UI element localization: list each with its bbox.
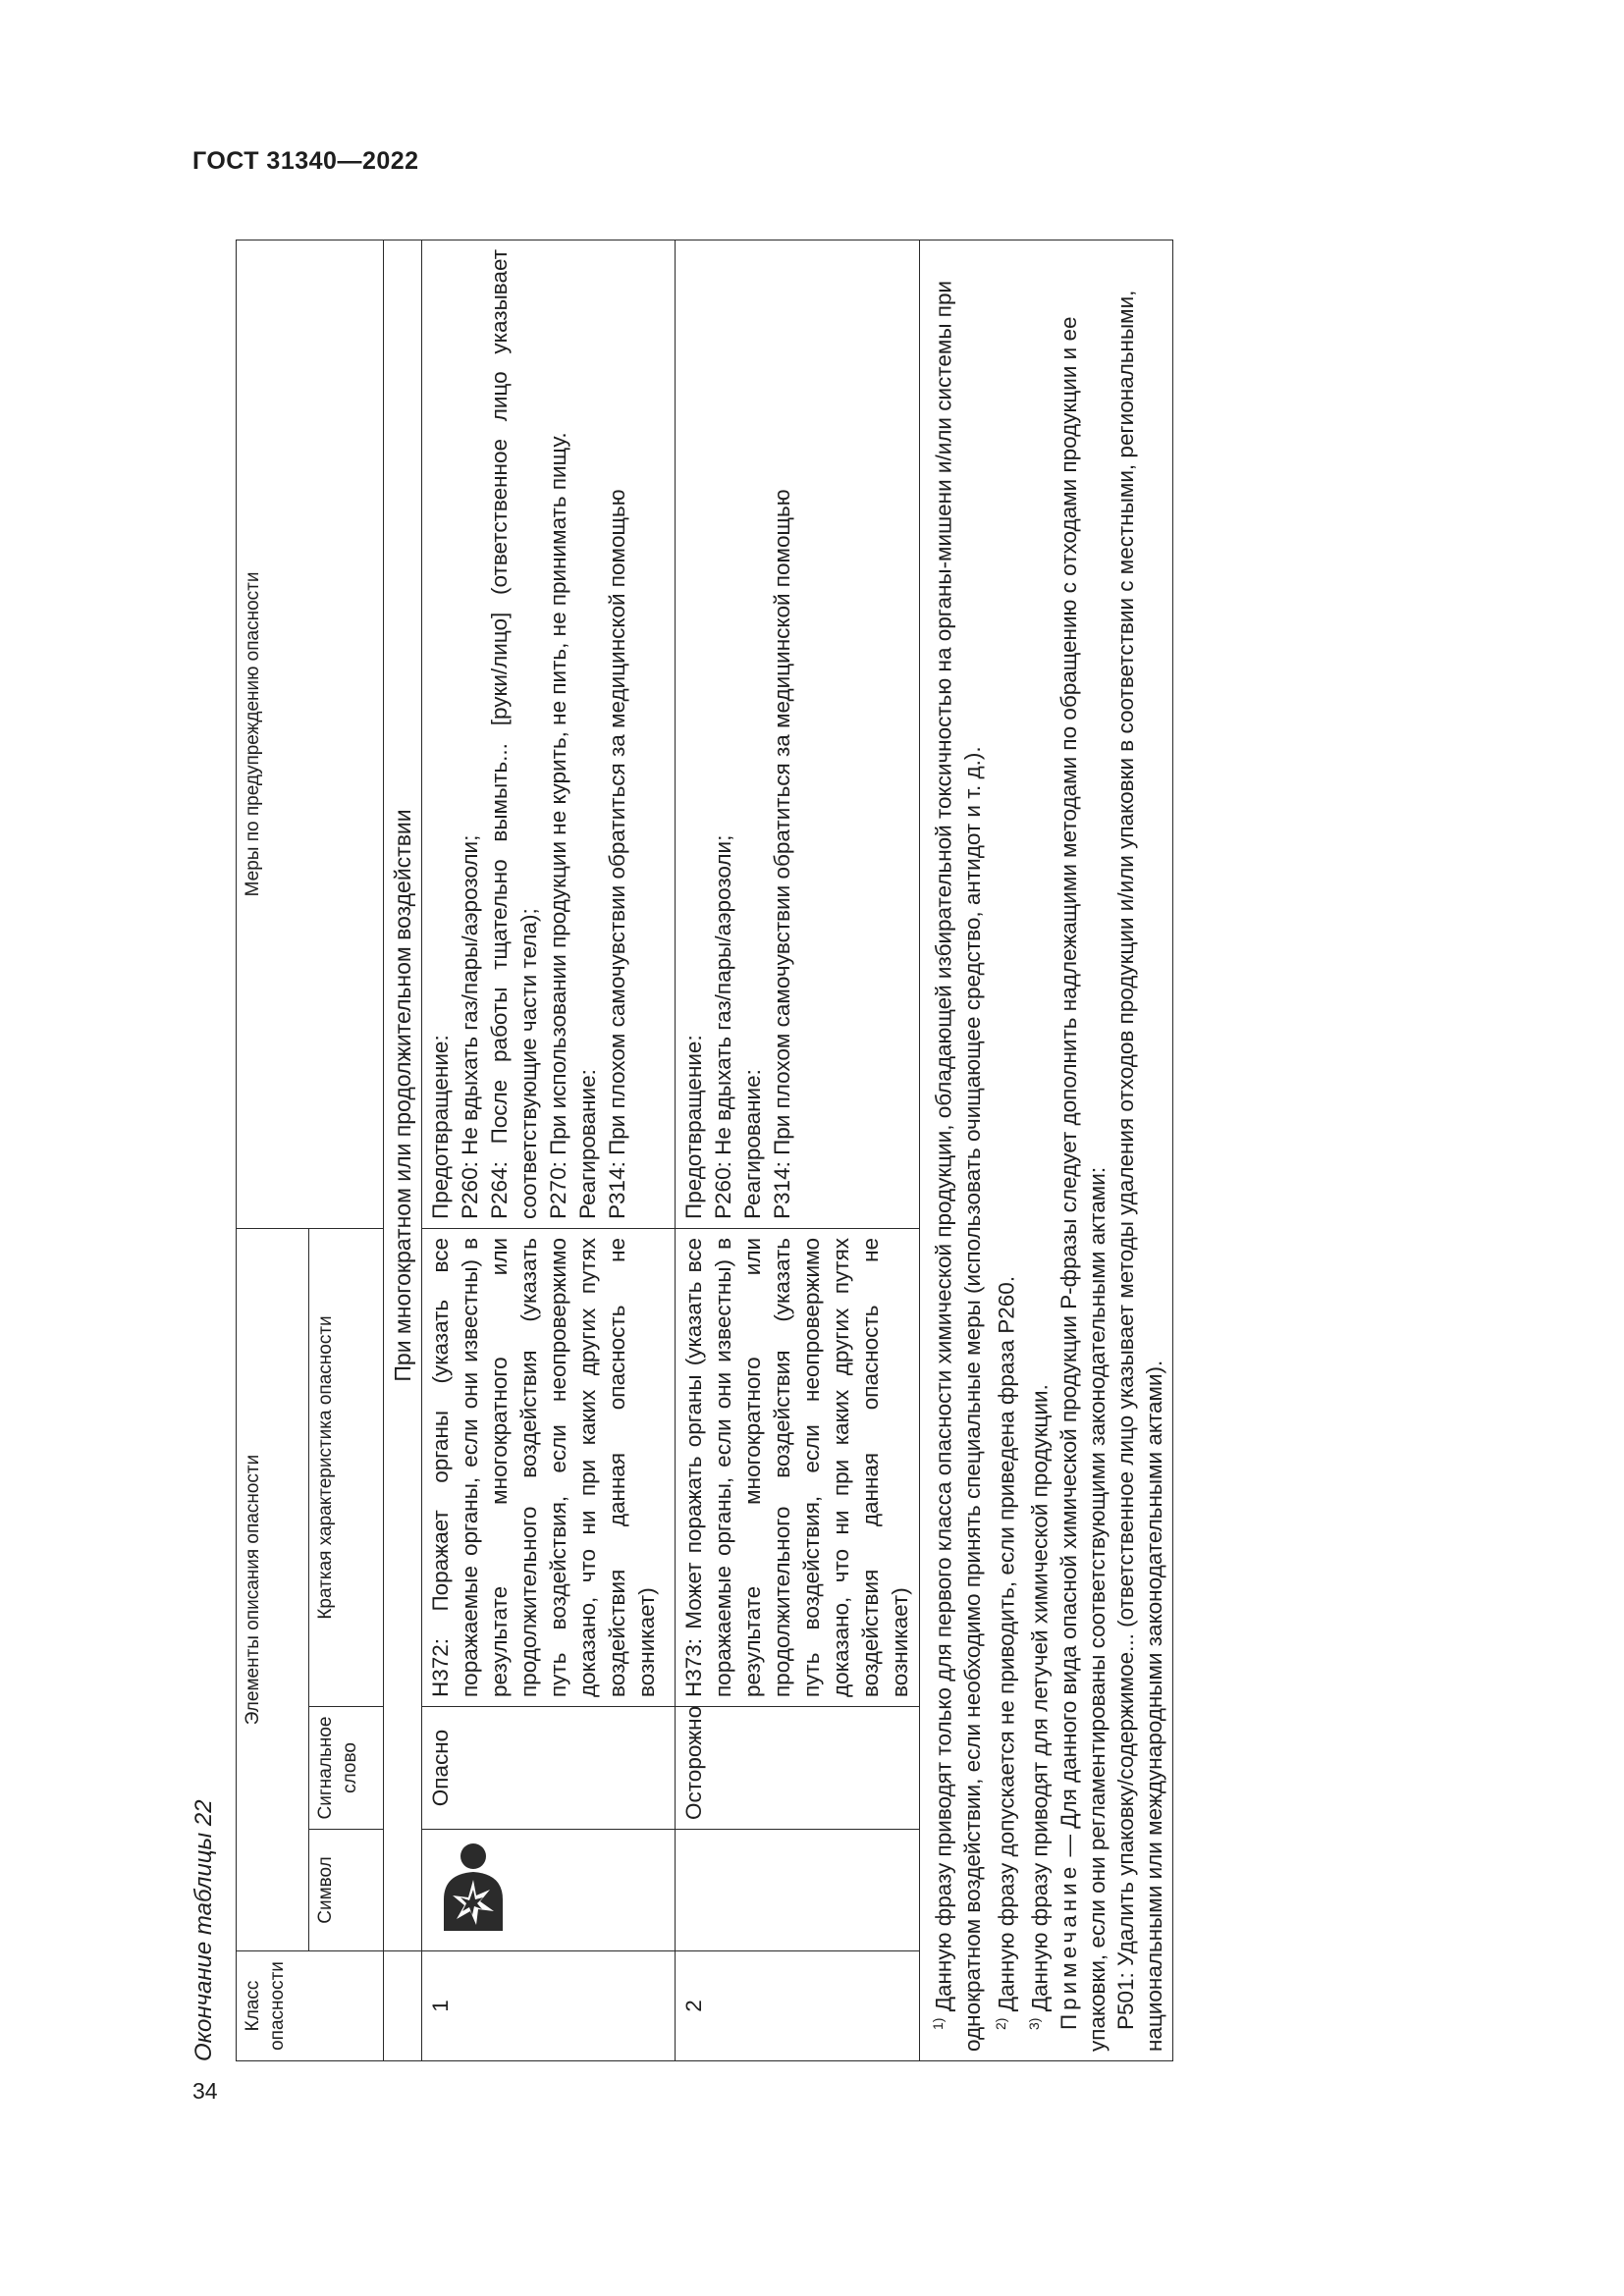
header-precautions: Меры по предупреждению опасности bbox=[237, 240, 384, 1228]
row-precautions bbox=[422, 240, 676, 1228]
footnotes-cell bbox=[920, 240, 1173, 2060]
row-signal-word: Осторожно bbox=[676, 1707, 920, 1830]
table-note bbox=[1055, 249, 1111, 2052]
row-signal-word: Опасно bbox=[422, 1707, 676, 1830]
measure-line: Реагирование: bbox=[740, 1069, 765, 1219]
row-precautions bbox=[676, 240, 920, 1228]
measure-line: P264: После работы тщательно вымыть... [руки/лицо] (ответственное лицо указывает соответствующие части тела); bbox=[487, 248, 541, 1219]
hazard-table bbox=[236, 240, 1173, 2061]
header-hazard-statement: Краткая характеристика опасности bbox=[309, 1228, 384, 1706]
measure-line: P270: При использовании продукции не курить, не пить, не принимать пищу. bbox=[546, 432, 570, 1219]
table-row bbox=[676, 240, 920, 2060]
header-signal-word: Сигнальное слово bbox=[309, 1707, 384, 1830]
health-hazard-icon bbox=[426, 1834, 520, 1942]
measure-line: Предотвращение: bbox=[428, 1035, 453, 1219]
symbol-cell bbox=[422, 1830, 676, 1951]
row-class: 1 bbox=[422, 1951, 676, 2061]
header-hazard-class: Класс опасности bbox=[237, 1951, 384, 2061]
table-caption: Окончание таблицы 22 bbox=[190, 1799, 217, 2061]
footnote: $^{1)}$ Данную фразу приводят только для первого класса опасности химической продукции, обладающей избирательной токсичностью на органы-мишени и/или системы при однократном воздействии, если необходимо принять специальные меры (использовать очищающее средство, антидот и т. д.). bbox=[930, 280, 985, 2052]
measure-line: P260: Не вдыхать газ/пары/аэрозоли; bbox=[711, 834, 735, 1219]
page-number: 34 bbox=[192, 2078, 218, 2104]
table-row bbox=[422, 240, 676, 2060]
footnote: $^{2)}$ Данную фразу допускается не приводить, если приведена фраза P260. bbox=[992, 1275, 1018, 2030]
measure-line: P314: При плохом самочувствии обратиться за медицинской помощью bbox=[605, 489, 629, 1219]
rotated-table-block bbox=[190, 226, 1182, 2061]
row-hazard-statement: H373: Может поражать органы (указать все поражаемые органы, если они известны) в результате многократного или продолжительного воздействия (указать путь воздействия, если неопровержимо доказано, что ни при каких других путях воздействия данная опасность не возникает) bbox=[676, 1228, 920, 1706]
note-label: Примечание bbox=[1056, 1862, 1081, 2030]
section-title: При многократном или продолжительном воздействии bbox=[384, 240, 422, 1950]
header-hazard-elements: Элементы описания опасности bbox=[237, 1228, 309, 1950]
footnote: $^{3)}$ Данную фразу приводят для летучей химической продукции. bbox=[1026, 1384, 1053, 2030]
measure-line: Реагирование: bbox=[575, 1069, 600, 1219]
note-p501: P501: Удалить упаковку/содержимое... (ответственное лицо указывает методы удаления отходов продукции и/или упаковки в соответствии с местными, региональными, национальными или международными законодательными актами). bbox=[1112, 290, 1166, 2052]
row-hazard-statement: H372: Поражает органы (указать все поражаемые органы, если они известны) в результате многократного или продолжительного воздействия (указать путь воздействия, если неопровержимо доказано, что ни при каких других путях воздействия данная опасность не возникает) bbox=[422, 1228, 676, 1706]
row-class: 2 bbox=[676, 1951, 920, 2061]
symbol-cell-empty bbox=[676, 1830, 920, 1951]
header-symbol: Символ bbox=[309, 1830, 384, 1951]
measure-line: P260: Не вдыхать газ/пары/аэрозоли; bbox=[458, 834, 482, 1219]
measure-line: Предотвращение: bbox=[681, 1035, 706, 1219]
measure-line: P314: При плохом самочувствии обратиться за медицинской помощью bbox=[770, 489, 794, 1219]
document-title: ГОСТ 31340—2022 bbox=[192, 147, 419, 175]
footnotes-row bbox=[920, 240, 1173, 2060]
note-text: — Для данного вида опасной химической продукции P-фразы следует дополнить надлежащими методами по обращению с отходами продукции и ее упаковки, если они регламентированы соответствующими законодательными актами: bbox=[1056, 316, 1110, 2052]
